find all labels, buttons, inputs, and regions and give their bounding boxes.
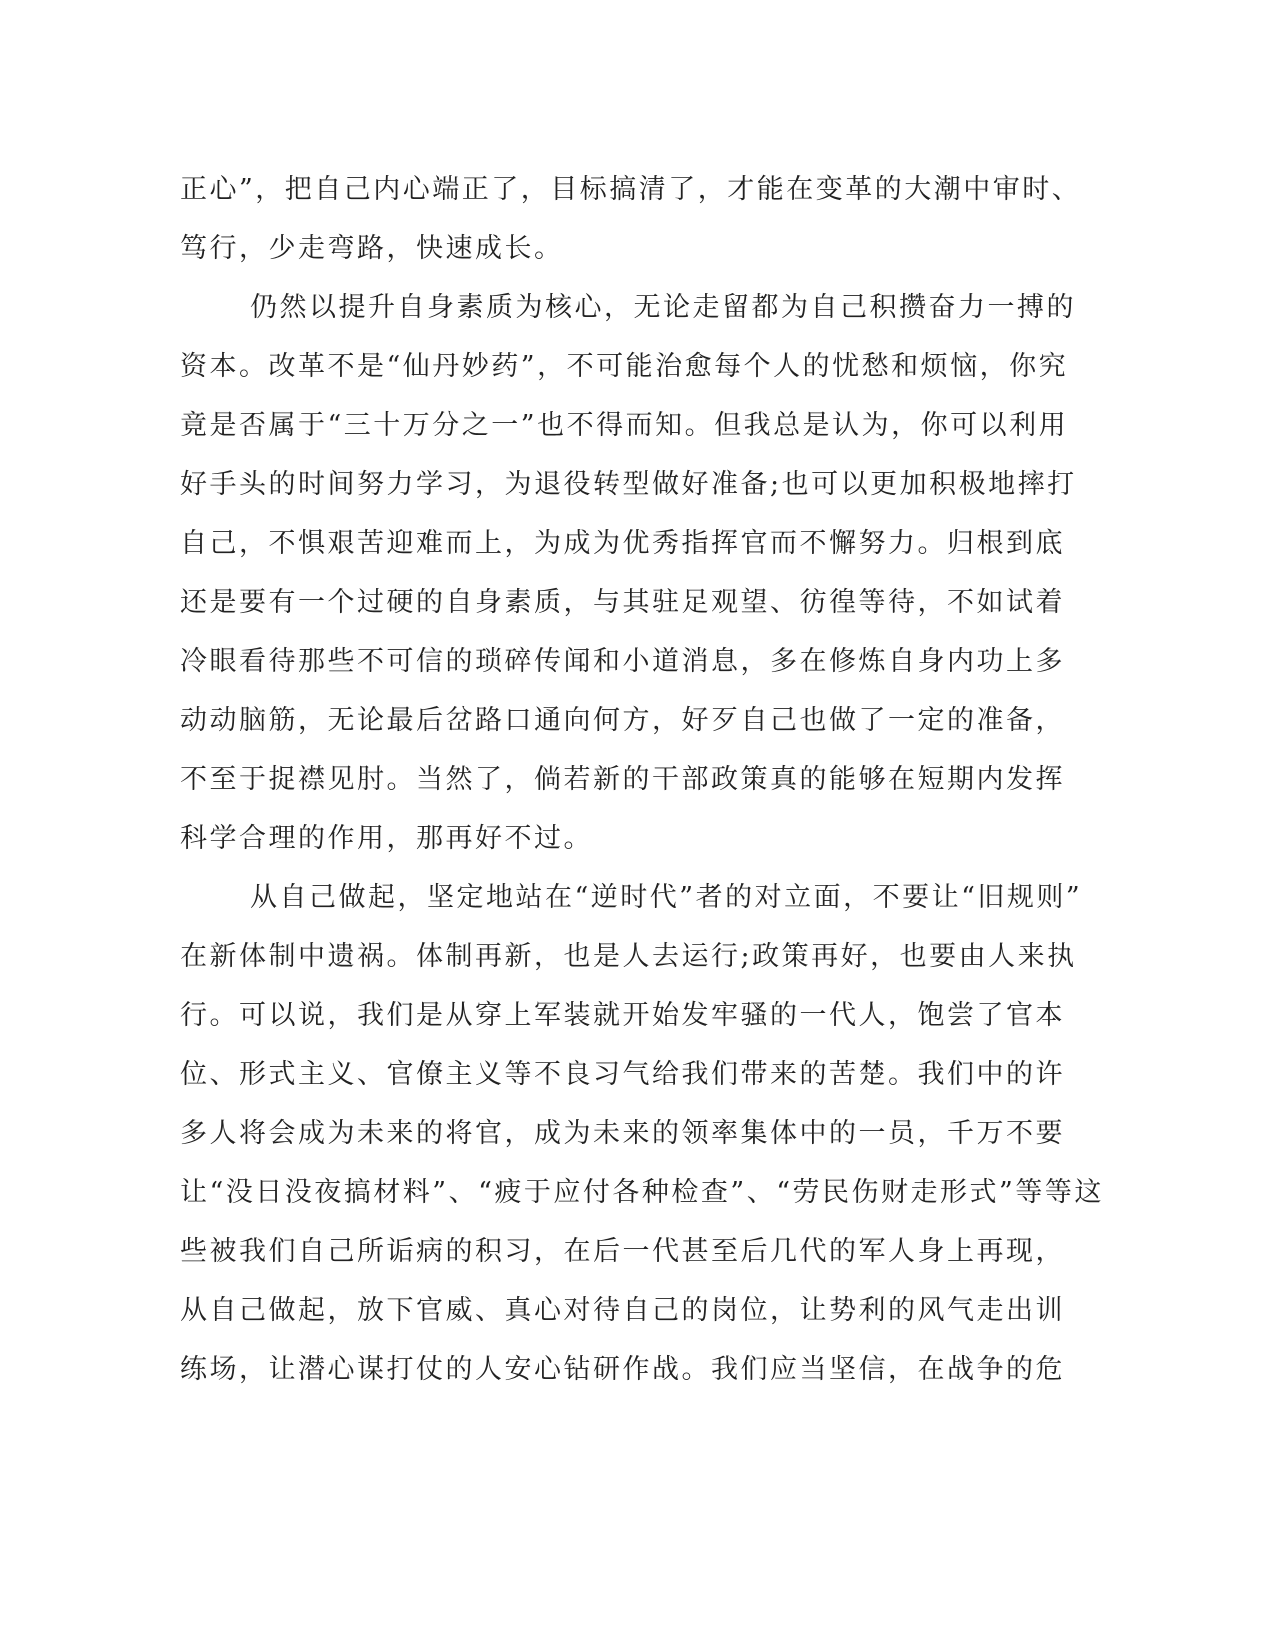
text-line: 练场，让潜心谋打仗的人安心钻研作战。我们应当坚信，在战争的危 <box>180 1354 1065 1385</box>
text-line: 在新体制中遗祸。体制再新，也是人去运行;政策再好，也要由人来执 <box>180 941 1077 972</box>
text-line: 动动脑筋，无论最后岔路口通向何方，好歹自己也做了一定的准备， <box>180 705 1065 736</box>
text-line: 让“没日没夜搞材料”、“疲于应付各种检查”、“劳民伤财走形式”等等这 <box>180 1177 1104 1208</box>
text-line: 竟是否属于“三十万分之一”也不得而知。但我总是认为，你可以利用 <box>180 410 1069 441</box>
text-line: 些被我们自己所诟病的积习，在后一代甚至后几代的军人身上再现， <box>180 1236 1065 1267</box>
text-line: 资本。改革不是“仙丹妙药”，不可能治愈每个人的忧愁和烦恼，你究 <box>180 351 1069 382</box>
text-line: 正心”，把自己内心端正了，目标搞清了，才能在变革的大潮中审时、 <box>180 174 1082 205</box>
text-line: 好手头的时间努力学习，为退役转型做好准备;也可以更加积极地摔打 <box>180 469 1077 500</box>
paragraph-start-line: 从自己做起，坚定地站在“逆时代”者的对立面，不要让“旧规则” <box>250 882 1083 913</box>
text-line: 自己，不惧艰苦迎难而上，为成为优秀指挥官而不懈努力。归根到底 <box>180 528 1065 559</box>
text-line: 科学合理的作用，那再好不过。 <box>180 823 593 854</box>
text-line: 多人将会成为未来的将官，成为未来的领率集体中的一员，千万不要 <box>180 1118 1065 1149</box>
text-line: 位、形式主义、官僚主义等不良习气给我们带来的苦楚。我们中的许 <box>180 1059 1065 1090</box>
text-line: 笃行，少走弯路，快速成长。 <box>180 233 564 264</box>
text-line: 不至于捉襟见肘。当然了，倘若新的干部政策真的能够在短期内发挥 <box>180 764 1065 795</box>
text-line: 从自己做起，放下官威、真心对待自己的岗位，让势利的风气走出训 <box>180 1295 1065 1326</box>
text-line: 冷眼看待那些不可信的琐碎传闻和小道消息，多在修炼自身内功上多 <box>180 646 1065 677</box>
paragraph-start-line: 仍然以提升自身素质为核心，无论走留都为自己积攒奋力一搏的 <box>250 292 1076 323</box>
text-line: 还是要有一个过硬的自身素质，与其驻足观望、彷徨等待，不如试着 <box>180 587 1065 618</box>
text-line: 行。可以说，我们是从穿上军装就开始发牢骚的一代人，饱尝了官本 <box>180 1000 1065 1031</box>
body-text <box>180 160 1104 1399</box>
